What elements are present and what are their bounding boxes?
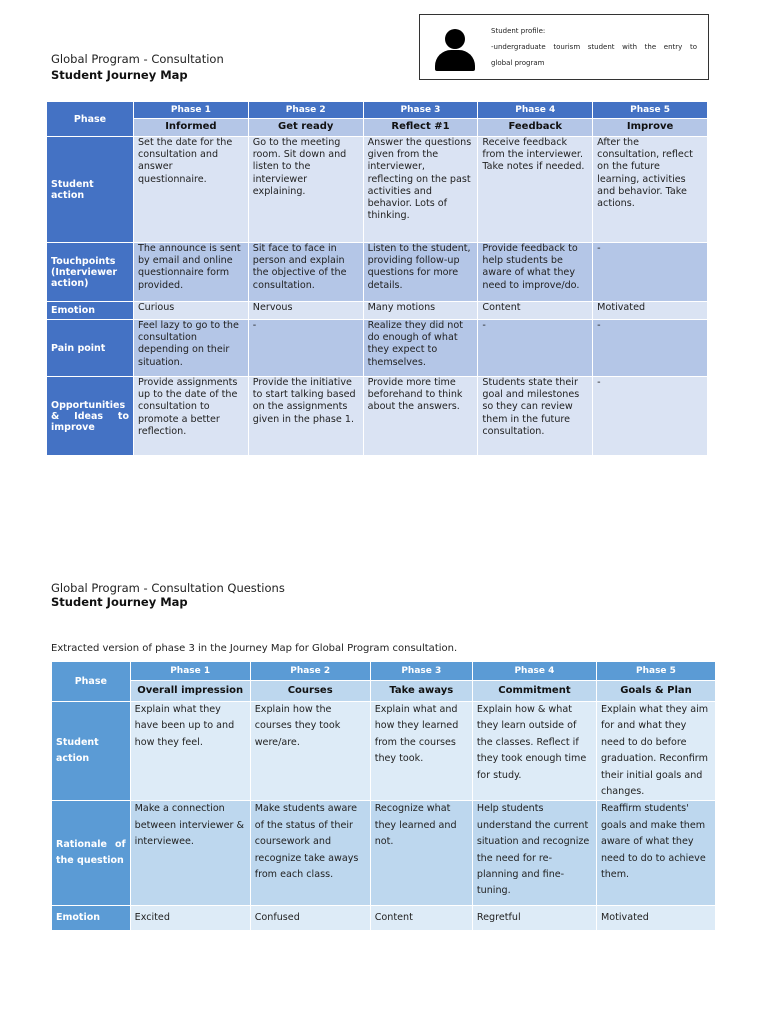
table-cell: Content bbox=[478, 302, 592, 319]
table-cell: Motivated bbox=[597, 906, 715, 930]
row-label: Pain point bbox=[47, 320, 133, 376]
consultation-questions-table bbox=[51, 661, 716, 931]
stage-label: Commitment bbox=[473, 681, 596, 701]
table-row bbox=[47, 137, 707, 242]
stage-label: Get ready bbox=[249, 119, 363, 136]
table-cell: - bbox=[249, 320, 363, 376]
stage-label: Reflect #1 bbox=[364, 119, 478, 136]
stage-label: Courses bbox=[251, 681, 370, 701]
table-cell: - bbox=[593, 320, 707, 376]
table-cell: Explain what they aim for and what they need to do before graduation. Reconfirm their initial goals and changes. bbox=[597, 702, 715, 800]
row-label: Emotion bbox=[47, 302, 133, 319]
table-row bbox=[52, 702, 715, 800]
table-cell: Feel lazy to go to the consultation depending on their situation. bbox=[134, 320, 248, 376]
profile-label: Student profile: bbox=[491, 27, 546, 35]
table-cell: Content bbox=[371, 906, 472, 930]
phase-label: Phase 3 bbox=[371, 662, 472, 680]
table-cell: Set the date for the consultation and answer questionnaire. bbox=[134, 137, 248, 242]
table-cell: After the consultation, reflect on the future learning, activities and behavior. Take actions. bbox=[593, 137, 707, 242]
table-cell: Students state their goal and milestones so they can review them in the future consultation. bbox=[478, 377, 592, 455]
student-profile-box bbox=[419, 14, 709, 80]
table-cell: - bbox=[593, 377, 707, 455]
table-cell: Make students aware of the status of their coursework and recognize take aways from each class. bbox=[251, 801, 370, 905]
row-label: Student action bbox=[47, 137, 133, 242]
table-cell: Provide more time beforehand to think about the answers. bbox=[364, 377, 478, 455]
table-cell: The announce is sent by email and online questionnaire form provided. bbox=[134, 243, 248, 301]
phase-label: Phase 4 bbox=[478, 102, 592, 118]
table-cell: Receive feedback from the interviewer. Take notes if needed. bbox=[478, 137, 592, 242]
row-label: Student action bbox=[52, 702, 130, 800]
stage-label: Goals & Plan bbox=[597, 681, 715, 701]
table-cell: Reaffirm students' goals and make them aware of what they need to do to achieve them. bbox=[597, 801, 715, 905]
table-cell: Excited bbox=[131, 906, 250, 930]
table-cell: Provide the initiative to start talking based on the assignments given in the phase 1. bbox=[249, 377, 363, 455]
table-cell: Provide assignments up to the date of the consultation to promote a better reflection. bbox=[134, 377, 248, 455]
table-cell: Explain how & what they learn outside of the classes. Reflect if they took enough time for study. bbox=[473, 702, 596, 800]
row-label: Opportunities & Ideas to improve bbox=[47, 377, 133, 455]
phase-label: Phase 1 bbox=[134, 102, 248, 118]
table-cell: Provide feedback to help students be aware of what they need to improve/do. bbox=[478, 243, 592, 301]
table-cell: Explain how the courses they took were/are. bbox=[251, 702, 370, 800]
section1-title: Student Journey Map bbox=[51, 68, 188, 82]
table-cell: Motivated bbox=[593, 302, 707, 319]
row-label: Touchpoints (Interviewer action) bbox=[47, 243, 133, 301]
phase-label: Phase 1 bbox=[131, 662, 250, 680]
table-cell: Recognize what they learned and not. bbox=[371, 801, 472, 905]
section2-note: Extracted version of phase 3 in the Journey Map for Global Program consultation. bbox=[51, 643, 458, 654]
table-cell: Curious bbox=[134, 302, 248, 319]
person-icon bbox=[435, 29, 475, 71]
table-cell: - bbox=[593, 243, 707, 301]
table-cell: Sit face to face in person and explain the objective of the consultation. bbox=[249, 243, 363, 301]
row-label: Emotion bbox=[52, 906, 130, 930]
phase-label: Phase 2 bbox=[251, 662, 370, 680]
table-row bbox=[52, 801, 715, 905]
stage-label: Informed bbox=[134, 119, 248, 136]
table-row bbox=[52, 906, 715, 930]
table-cell: Answer the questions given from the interviewer, reflecting on the past activities and behavior. Lots of thinking. bbox=[364, 137, 478, 242]
phase-label: Phase 4 bbox=[473, 662, 596, 680]
stage-label: Improve bbox=[593, 119, 707, 136]
table-cell: Make a connection between interviewer & interviewee. bbox=[131, 801, 250, 905]
stage-label: Overall impression bbox=[131, 681, 250, 701]
phase-label: Phase 5 bbox=[593, 102, 707, 118]
profile-line-2: global program bbox=[491, 59, 545, 67]
table-row bbox=[47, 320, 707, 376]
table-cell: Regretful bbox=[473, 906, 596, 930]
journey-map-table bbox=[46, 101, 708, 456]
phase-label: Phase 3 bbox=[364, 102, 478, 118]
table-cell: - bbox=[478, 320, 592, 376]
phase-header: Phase bbox=[47, 102, 133, 136]
profile-line-1: -undergraduate tourism student with the entry to bbox=[491, 43, 697, 51]
section1-subtitle: Global Program - Consultation bbox=[51, 52, 224, 66]
row-label: Rationale of the question bbox=[52, 801, 130, 905]
stage-label: Feedback bbox=[478, 119, 592, 136]
section2-subtitle: Global Program - Consultation Questions bbox=[51, 581, 285, 595]
stage-label: Take aways bbox=[371, 681, 472, 701]
table-row bbox=[47, 302, 707, 319]
section2-title: Student Journey Map bbox=[51, 595, 188, 609]
table-row bbox=[47, 243, 707, 301]
phase-header: Phase bbox=[52, 662, 130, 701]
phase-label: Phase 2 bbox=[249, 102, 363, 118]
table-cell: Realize they did not do enough of what they expect to themselves. bbox=[364, 320, 478, 376]
table-cell: Listen to the student, providing follow-up questions for more details. bbox=[364, 243, 478, 301]
table-cell: Explain what and how they learned from the courses they took. bbox=[371, 702, 472, 800]
table-cell: Many motions bbox=[364, 302, 478, 319]
table-cell: Help students understand the current situation and recognize the need for re-planning and fine-tuning. bbox=[473, 801, 596, 905]
table-row bbox=[47, 377, 707, 455]
table-cell: Explain what they have been up to and how they feel. bbox=[131, 702, 250, 800]
table-cell: Go to the meeting room. Sit down and listen to the interviewer explaining. bbox=[249, 137, 363, 242]
profile-text bbox=[491, 23, 697, 71]
table-cell: Nervous bbox=[249, 302, 363, 319]
phase-label: Phase 5 bbox=[597, 662, 715, 680]
table-cell: Confused bbox=[251, 906, 370, 930]
